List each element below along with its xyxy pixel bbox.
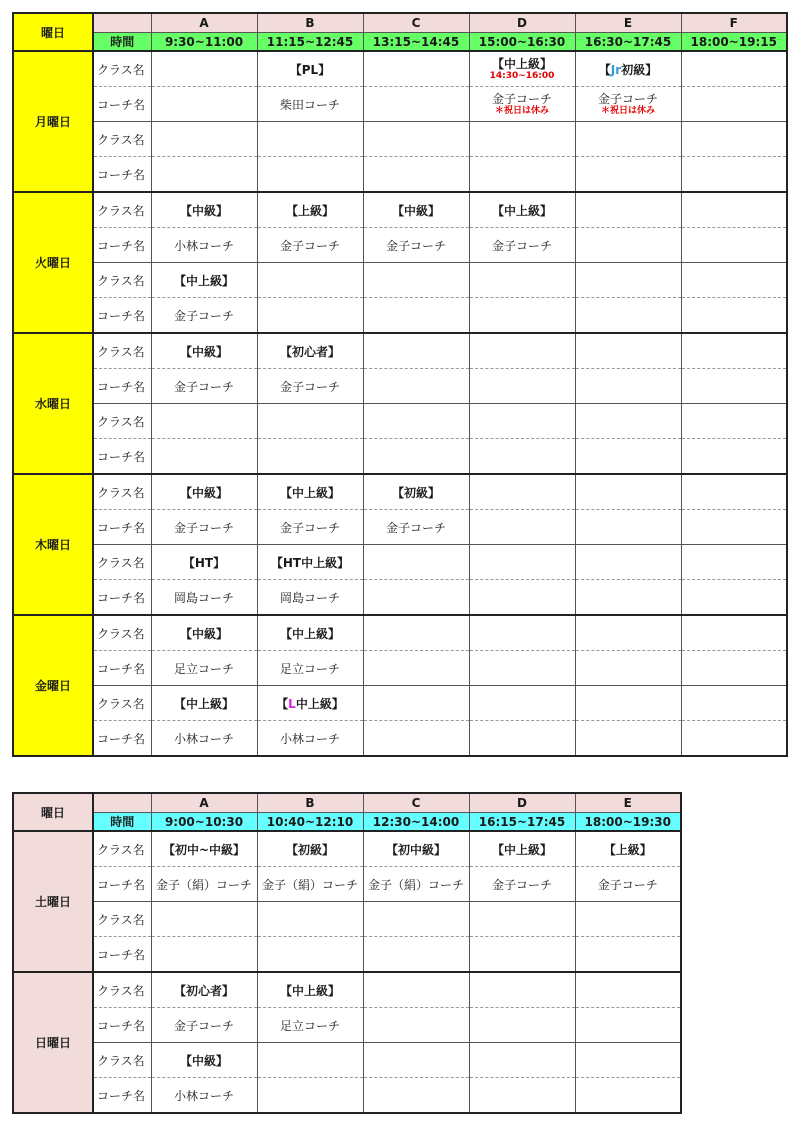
class-name-cell: 【初級】 <box>363 474 469 510</box>
holiday-note: ＊祝日は休み <box>600 105 655 116</box>
class-name-cell: 【中級】 <box>363 192 469 228</box>
coach-name-cell <box>469 1078 575 1114</box>
class-name-cell <box>469 972 575 1008</box>
coach-name-cell <box>151 937 257 973</box>
schedule-row <box>13 439 787 475</box>
slot-header-d: D <box>469 13 575 33</box>
coach-name-cell <box>363 651 469 686</box>
class-name-cell: 【初級】 <box>257 831 363 867</box>
class-name-cell <box>681 51 787 87</box>
class-name-cell <box>575 1043 681 1078</box>
coach-name-cell <box>469 1008 575 1043</box>
class-row-label: クラス名 <box>93 972 151 1008</box>
class-name-cell: 【中上級】 <box>469 831 575 867</box>
class-row-label: クラス名 <box>93 831 151 867</box>
class-name-cell <box>469 404 575 439</box>
coach-name-cell <box>151 439 257 475</box>
coach-name-cell: 金子コーチ <box>257 510 363 545</box>
day-header: 曜日 <box>13 793 93 831</box>
coach-name-cell <box>257 298 363 334</box>
coach-name-cell <box>681 298 787 334</box>
class-name-cell: 【中上級】 <box>151 263 257 298</box>
coach-name-cell: 小林コーチ <box>257 721 363 757</box>
class-name-cell <box>575 902 681 937</box>
class-name-cell <box>469 122 575 157</box>
time-slot-c: 13:15~14:45 <box>363 33 469 52</box>
time-slot-d: 16:15~17:45 <box>469 813 575 832</box>
time-slot-e: 18:00~19:30 <box>575 813 681 832</box>
slot-header-c: C <box>363 793 469 813</box>
class-name-cell <box>151 122 257 157</box>
class-name-cell <box>469 686 575 721</box>
class-name-cell: 【中級】 <box>151 333 257 369</box>
slot-header-b: B <box>257 793 363 813</box>
coach-name-cell <box>363 580 469 616</box>
class-name-cell: 【中上級】 <box>151 686 257 721</box>
class-name-cell <box>363 545 469 580</box>
coach-name-cell: 足立コーチ <box>257 651 363 686</box>
coach-name-cell <box>363 721 469 757</box>
class-name-cell: 【中上級】 <box>257 615 363 651</box>
coach-name-cell <box>681 228 787 263</box>
class-name-cell <box>469 263 575 298</box>
coach-name-cell <box>469 87 575 122</box>
coach-name-cell <box>363 298 469 334</box>
class-name-cell: 【上級】 <box>257 192 363 228</box>
day-name: 月曜日 <box>13 51 93 192</box>
class-name-cell <box>257 122 363 157</box>
colored-letter: Jr <box>610 62 622 77</box>
day-name: 土曜日 <box>13 831 93 972</box>
coach-name-cell <box>575 369 681 404</box>
coach-name-cell <box>363 369 469 404</box>
coach-name-cell <box>681 651 787 686</box>
coach-row-label: コーチ名 <box>93 1008 151 1043</box>
coach-row-label: コーチ名 <box>93 867 151 902</box>
coach-name-cell <box>469 510 575 545</box>
coach-row-label: コーチ名 <box>93 937 151 973</box>
class-name-cell <box>681 263 787 298</box>
slot-header-a: A <box>151 13 257 33</box>
coach-name-cell: 金子コーチ <box>151 510 257 545</box>
schedule-row <box>13 474 787 510</box>
class-name-cell <box>681 404 787 439</box>
coach-name-cell <box>363 1008 469 1043</box>
coach-name-cell: 金子コーチ <box>257 228 363 263</box>
holiday-note: ＊祝日は休み <box>494 105 549 116</box>
cell-main-text: 金子コーチ <box>597 91 658 106</box>
coach-name-cell <box>469 157 575 193</box>
coach-name-cell <box>575 157 681 193</box>
class-name-cell <box>469 1043 575 1078</box>
class-name-cell <box>363 263 469 298</box>
coach-name-cell: 金子コーチ <box>363 510 469 545</box>
schedule-row <box>13 1008 681 1043</box>
schedule-row <box>13 545 787 580</box>
coach-row-label: コーチ名 <box>93 510 151 545</box>
coach-name-cell: 金子（絹）コーチ <box>257 867 363 902</box>
class-name-cell: 【中級】 <box>151 1043 257 1078</box>
coach-name-cell <box>469 937 575 973</box>
class-row-label: クラス名 <box>93 333 151 369</box>
coach-name-cell <box>575 651 681 686</box>
day-name: 水曜日 <box>13 333 93 474</box>
schedule-row <box>13 298 787 334</box>
class-name-cell <box>363 51 469 87</box>
class-name-cell: 【Jr初級】 <box>575 51 681 87</box>
coach-name-cell <box>469 721 575 757</box>
slot-header-c: C <box>363 13 469 33</box>
coach-name-cell: 金子（絹）コーチ <box>363 867 469 902</box>
time-slot-e: 16:30~17:45 <box>575 33 681 52</box>
day-header: 曜日 <box>13 13 93 51</box>
coach-row-label: コーチ名 <box>93 721 151 757</box>
coach-row-label: コーチ名 <box>93 87 151 122</box>
coach-row-label: コーチ名 <box>93 157 151 193</box>
class-name-cell <box>257 1043 363 1078</box>
schedule-row <box>13 902 681 937</box>
class-name-cell <box>575 686 681 721</box>
class-name-cell: 【中上級】 <box>469 192 575 228</box>
coach-name-cell <box>363 937 469 973</box>
class-name-cell <box>363 902 469 937</box>
schedule-row <box>13 228 787 263</box>
coach-name-cell <box>575 1008 681 1043</box>
class-name-cell <box>257 263 363 298</box>
coach-name-cell: 金子コーチ <box>257 369 363 404</box>
time-slot-d: 15:00~16:30 <box>469 33 575 52</box>
schedule-row <box>13 831 681 867</box>
coach-name-cell: 足立コーチ <box>151 651 257 686</box>
class-name-cell <box>469 615 575 651</box>
coach-row-label: コーチ名 <box>93 298 151 334</box>
class-name-cell <box>151 51 257 87</box>
slot-header-e: E <box>575 793 681 813</box>
class-row-label: クラス名 <box>93 615 151 651</box>
coach-name-cell <box>151 157 257 193</box>
coach-name-cell <box>469 651 575 686</box>
coach-name-cell: 足立コーチ <box>257 1008 363 1043</box>
coach-name-cell: 小林コーチ <box>151 228 257 263</box>
class-name-cell <box>469 51 575 87</box>
coach-name-cell: 金子コーチ <box>469 228 575 263</box>
class-name-cell <box>575 333 681 369</box>
class-name-cell: 【中級】 <box>151 474 257 510</box>
slot-header-b: B <box>257 13 363 33</box>
coach-row-label: コーチ名 <box>93 439 151 475</box>
time-header-label: 時間 <box>93 33 151 52</box>
class-name-cell <box>681 686 787 721</box>
coach-name-cell <box>257 937 363 973</box>
class-name-cell: 【PL】 <box>257 51 363 87</box>
coach-name-cell <box>363 439 469 475</box>
schedule-row <box>13 651 787 686</box>
coach-name-cell <box>681 157 787 193</box>
class-name-cell: 【初中級】 <box>363 831 469 867</box>
time-header-label: 時間 <box>93 813 151 832</box>
day-name: 火曜日 <box>13 192 93 333</box>
class-name-cell <box>469 474 575 510</box>
coach-name-cell: 金子（絹）コーチ <box>151 867 257 902</box>
coach-name-cell: 小林コーチ <box>151 1078 257 1114</box>
coach-name-cell <box>363 157 469 193</box>
coach-name-cell <box>681 510 787 545</box>
coach-name-cell <box>575 87 681 122</box>
class-name-cell: 【中級】 <box>151 192 257 228</box>
time-slot-c: 12:30~14:00 <box>363 813 469 832</box>
schedule-row <box>13 122 787 157</box>
coach-name-cell <box>681 580 787 616</box>
time-slot-a: 9:00~10:30 <box>151 813 257 832</box>
schedule-row <box>13 157 787 193</box>
class-name-cell <box>469 333 575 369</box>
coach-name-cell: 金子コーチ <box>151 1008 257 1043</box>
class-name-cell <box>575 972 681 1008</box>
slot-header-a: A <box>151 793 257 813</box>
class-name-cell <box>575 404 681 439</box>
coach-name-cell: 金子コーチ <box>151 298 257 334</box>
slot-header-blank <box>93 793 151 813</box>
weekday-schedule-table <box>12 12 788 757</box>
cell-main-text: 【中上級】 <box>491 56 552 71</box>
coach-name-cell <box>681 721 787 757</box>
coach-name-cell <box>469 298 575 334</box>
class-name-cell <box>681 474 787 510</box>
class-row-label: クラス名 <box>93 192 151 228</box>
coach-name-cell <box>469 439 575 475</box>
class-name-cell <box>681 545 787 580</box>
coach-name-cell: 金子コーチ <box>151 369 257 404</box>
coach-row-label: コーチ名 <box>93 580 151 616</box>
slot-header-d: D <box>469 793 575 813</box>
class-name-cell: 【中級】 <box>151 615 257 651</box>
coach-name-cell <box>681 369 787 404</box>
class-name-cell: 【中上級】 <box>257 474 363 510</box>
class-name-cell: 【中上級】 <box>257 972 363 1008</box>
coach-name-cell: 柴田コーチ <box>257 87 363 122</box>
class-name-cell <box>363 686 469 721</box>
class-name-cell: 【上級】 <box>575 831 681 867</box>
schedule-row <box>13 721 787 757</box>
coach-name-cell: 金子コーチ <box>575 867 681 902</box>
class-row-label: クラス名 <box>93 902 151 937</box>
class-name-cell <box>575 122 681 157</box>
schedule-row <box>13 580 787 616</box>
class-name-cell <box>257 902 363 937</box>
class-name-cell <box>151 902 257 937</box>
class-name-cell: 【初心者】 <box>151 972 257 1008</box>
coach-name-cell <box>681 439 787 475</box>
class-name-cell <box>469 545 575 580</box>
class-name-cell <box>363 615 469 651</box>
class-name-cell <box>363 122 469 157</box>
schedule-row <box>13 1078 681 1114</box>
class-name-cell <box>469 902 575 937</box>
schedule-row <box>13 369 787 404</box>
coach-name-cell <box>681 87 787 122</box>
class-row-label: クラス名 <box>93 545 151 580</box>
colored-letter: L <box>288 696 296 711</box>
class-name-cell <box>363 1043 469 1078</box>
coach-name-cell <box>469 580 575 616</box>
schedule-row <box>13 87 787 122</box>
schedule-row <box>13 972 681 1008</box>
class-name-cell <box>681 122 787 157</box>
class-name-cell: 【HT】 <box>151 545 257 580</box>
class-name-cell <box>575 474 681 510</box>
coach-row-label: コーチ名 <box>93 651 151 686</box>
time-note: 14:30~16:00 <box>489 70 555 81</box>
class-name-cell <box>575 545 681 580</box>
slot-header-blank <box>93 13 151 33</box>
class-row-label: クラス名 <box>93 122 151 157</box>
class-name-cell <box>257 404 363 439</box>
coach-name-cell <box>575 228 681 263</box>
coach-name-cell: 岡島コーチ <box>257 580 363 616</box>
class-name-cell <box>363 333 469 369</box>
class-name-cell: 【L中上級】 <box>257 686 363 721</box>
coach-name-cell <box>575 298 681 334</box>
coach-name-cell <box>151 87 257 122</box>
time-slot-b: 10:40~12:10 <box>257 813 363 832</box>
schedule-row <box>13 937 681 973</box>
class-name-cell <box>575 615 681 651</box>
coach-row-label: コーチ名 <box>93 369 151 404</box>
coach-name-cell <box>575 439 681 475</box>
coach-name-cell <box>257 157 363 193</box>
cell-main-text: 金子コーチ <box>491 91 552 106</box>
coach-name-cell <box>363 1078 469 1114</box>
schedule-row <box>13 867 681 902</box>
coach-name-cell: 岡島コーチ <box>151 580 257 616</box>
class-name-cell <box>151 404 257 439</box>
coach-name-cell <box>257 1078 363 1114</box>
class-name-cell <box>681 333 787 369</box>
schedule-row <box>13 1043 681 1078</box>
schedule-row <box>13 686 787 721</box>
class-name-cell <box>575 263 681 298</box>
class-row-label: クラス名 <box>93 51 151 87</box>
coach-name-cell <box>575 721 681 757</box>
class-name-cell <box>575 192 681 228</box>
coach-name-cell: 金子コーチ <box>363 228 469 263</box>
time-slot-f: 18:00~19:15 <box>681 33 787 52</box>
day-name: 金曜日 <box>13 615 93 756</box>
day-name: 日曜日 <box>13 972 93 1113</box>
coach-name-cell: 小林コーチ <box>151 721 257 757</box>
schedule-row <box>13 192 787 228</box>
class-name-cell: 【初中~中級】 <box>151 831 257 867</box>
coach-name-cell <box>575 937 681 973</box>
coach-name-cell <box>575 580 681 616</box>
coach-name-cell <box>469 369 575 404</box>
coach-name-cell: 金子コーチ <box>469 867 575 902</box>
day-name: 木曜日 <box>13 474 93 615</box>
schedule-row <box>13 263 787 298</box>
class-name-cell: 【HT中上級】 <box>257 545 363 580</box>
class-row-label: クラス名 <box>93 1043 151 1078</box>
class-row-label: クラス名 <box>93 686 151 721</box>
coach-name-cell <box>363 87 469 122</box>
slot-header-e: E <box>575 13 681 33</box>
schedule-row <box>13 615 787 651</box>
class-name-cell <box>681 192 787 228</box>
time-slot-a: 9:30~11:00 <box>151 33 257 52</box>
weekend-schedule-table <box>12 792 682 1114</box>
coach-name-cell <box>575 510 681 545</box>
class-row-label: クラス名 <box>93 404 151 439</box>
coach-row-label: コーチ名 <box>93 228 151 263</box>
time-slot-b: 11:15~12:45 <box>257 33 363 52</box>
class-name-cell: 【初心者】 <box>257 333 363 369</box>
class-name-cell <box>681 615 787 651</box>
coach-row-label: コーチ名 <box>93 1078 151 1114</box>
class-row-label: クラス名 <box>93 263 151 298</box>
coach-name-cell <box>257 439 363 475</box>
slot-header-f: F <box>681 13 787 33</box>
coach-name-cell <box>575 1078 681 1114</box>
schedule-row <box>13 51 787 87</box>
class-name-cell <box>363 404 469 439</box>
class-row-label: クラス名 <box>93 474 151 510</box>
class-name-cell <box>363 972 469 1008</box>
schedule-row <box>13 404 787 439</box>
schedule-row <box>13 333 787 369</box>
schedule-row <box>13 510 787 545</box>
